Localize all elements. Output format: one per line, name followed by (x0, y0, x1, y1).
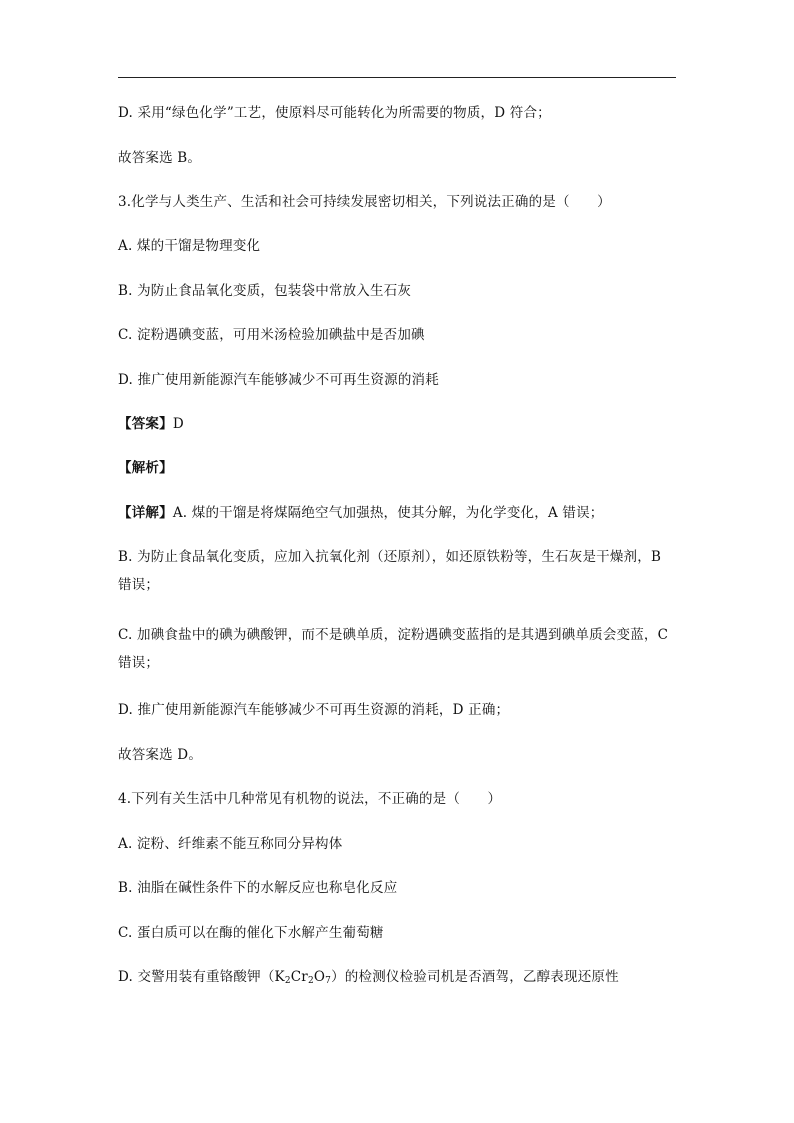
formula-cr-subscript: 2 (307, 976, 314, 986)
q3-detail-b-line1: B. 为防止食品氧化变质，应加入抗氧化剂（还原剂），如还原铁粉等，生石灰是干燥剂，B (118, 549, 662, 565)
q3-detail-d: D. 推广使用新能源汽车能够减少不可再生资源的消耗，D 正确； (118, 702, 510, 718)
q2-conclusion: 故答案选 B。 (118, 150, 202, 166)
q4-option-c: C. 蛋白质可以在酶的催化下水解产生葡萄糖 (118, 925, 384, 941)
q3-option-d: D. 推广使用新能源汽车能够减少不可再生资源的消耗 (118, 372, 439, 388)
detail-a-text: A. 煤的干馏是将煤隔绝空气加强热，使其分解，为化学变化，A 错误； (172, 505, 604, 521)
chemical-formula (275, 969, 332, 985)
q4-option-b: B. 油脂在碱性条件下的水解反应也称皂化反应 (118, 880, 398, 896)
q3-option-c: C. 淀粉遇碘变蓝，可用米汤检验加碘盐中是否加碘 (118, 327, 425, 343)
q4-option-a: A. 淀粉、纤维素不能互称同分异构体 (118, 836, 343, 852)
formula-o: O (313, 969, 326, 985)
q3-detail-c-line2: 错误； (118, 655, 160, 671)
formula-o-subscript: 7 (325, 976, 332, 986)
q4-stem: 4.下列有关生活中几种常见有机物的说法，不正确的是（ ） (118, 791, 502, 807)
q3-option-b: B. 为防止食品氧化变质，包装袋中常放入生石灰 (118, 283, 412, 299)
formula-k-subscript: 2 (284, 976, 291, 986)
q3-option-a: A. 煤的干馏是物理变化 (118, 238, 261, 254)
q4-option-d (118, 968, 619, 986)
answer-value: D (172, 416, 184, 432)
q3-detail-c-line1: C. 加碘食盐中的碘为碘酸钾，而不是碘单质，淀粉遇碘变蓝指的是其遇到碘单质会变蓝，C (118, 627, 669, 643)
q3-stem: 3.化学与人类生产、生活和社会可持续发展密切相关，下列说法正确的是（ ） (118, 194, 611, 210)
q3-detail-a (118, 504, 603, 522)
q3-detail-b-line2: 错误； (118, 577, 160, 593)
header-rule (118, 77, 676, 78)
formula-k: K (274, 969, 285, 985)
formula-cr: Cr (290, 969, 308, 985)
detail-label: 【详解】 (118, 505, 173, 521)
q4-option-d-before: D. 交警用装有重铬酸钾（ (118, 969, 275, 985)
answer-label: 【答案】 (118, 416, 173, 432)
q3-answer (118, 415, 184, 433)
q4-option-d-after: ）的检测仪检验司机是否酒驾，乙醇表现还原性 (331, 969, 619, 985)
analysis-label: 【解析】 (118, 460, 173, 476)
q2-option-d-explanation: D. 采用“绿色化学”工艺，使原料尽可能转化为所需要的物质，D 符合； (118, 105, 551, 121)
q3-conclusion: 故答案选 D。 (118, 747, 203, 763)
